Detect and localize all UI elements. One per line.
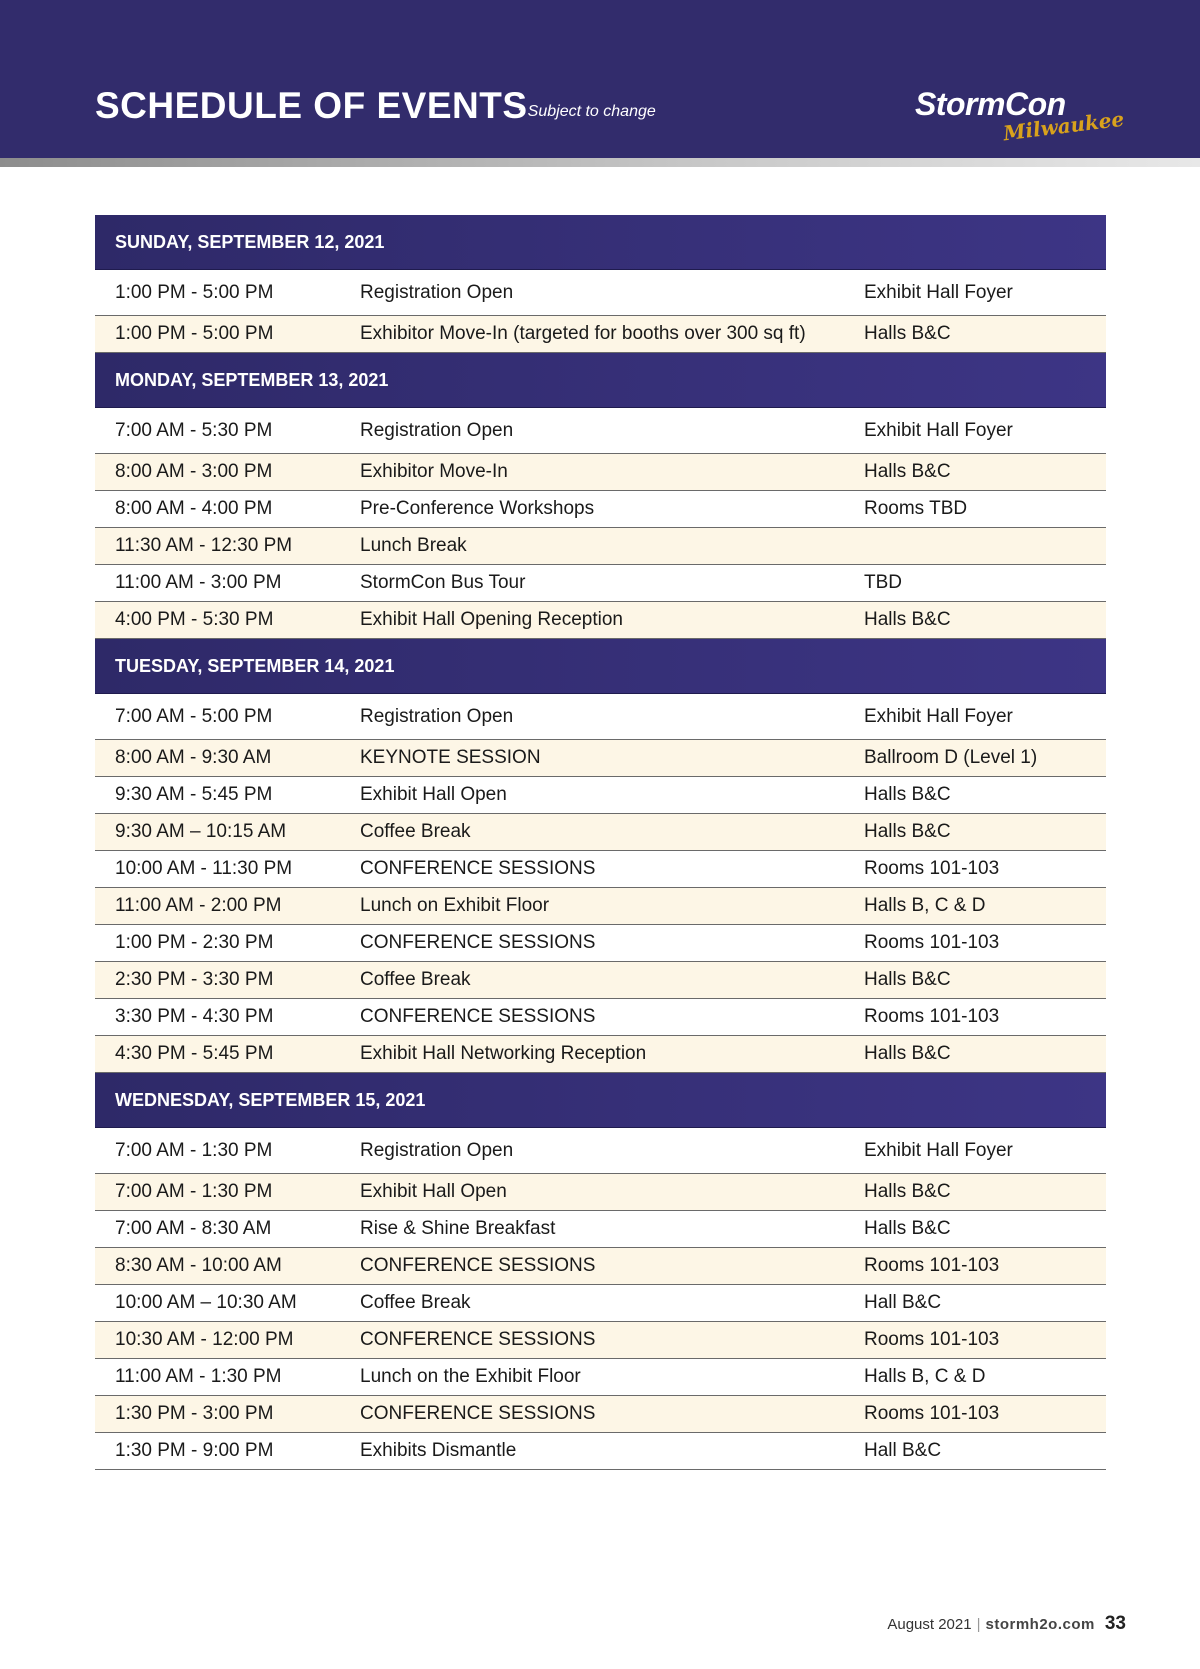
location-cell: Halls B&C <box>864 609 951 630</box>
event-cell: Lunch on the Exhibit Floor <box>360 1366 581 1387</box>
event-cell: Exhibit Hall Open <box>360 784 507 805</box>
schedule-row <box>95 851 1106 888</box>
location-cell: Exhibit Hall Foyer <box>864 706 1013 727</box>
time-cell: 3:30 PM - 4:30 PM <box>115 1006 274 1027</box>
schedule-row <box>95 925 1106 962</box>
location-cell: Exhibit Hall Foyer <box>864 1140 1013 1161</box>
event-cell: Rise & Shine Breakfast <box>360 1218 556 1239</box>
schedule-row <box>95 1433 1106 1470</box>
event-cell: Coffee Break <box>360 821 471 842</box>
schedule-row <box>95 270 1106 316</box>
location-cell: Halls B&C <box>864 1181 951 1202</box>
event-cell: Registration Open <box>360 282 514 303</box>
day-header: WEDNESDAY, SEPTEMBER 15, 2021 <box>95 1073 1106 1128</box>
event-cell: Registration Open <box>360 706 514 727</box>
schedule-row <box>95 888 1106 925</box>
time-cell: 8:00 AM - 4:00 PM <box>115 498 273 519</box>
location-cell: Ballroom D (Level 1) <box>864 747 1038 768</box>
schedule-table <box>95 215 1106 1470</box>
time-cell: 7:00 AM - 1:30 PM <box>115 1181 273 1202</box>
time-cell: 9:30 AM - 5:45 PM <box>115 784 273 805</box>
location-cell: Halls B&C <box>864 323 951 344</box>
schedule-row <box>95 1036 1106 1073</box>
event-cell: Registration Open <box>360 420 514 441</box>
schedule-row <box>95 999 1106 1036</box>
schedule-row <box>95 602 1106 639</box>
time-cell: 1:30 PM - 3:00 PM <box>115 1403 274 1424</box>
event-cell: CONFERENCE SESSIONS <box>360 932 596 953</box>
schedule-row <box>95 814 1106 851</box>
event-cell: Lunch Break <box>360 535 467 556</box>
location-cell: TBD <box>864 572 902 593</box>
day-header: TUESDAY, SEPTEMBER 14, 2021 <box>95 639 1106 694</box>
time-cell: 10:00 AM – 10:30 AM <box>115 1292 297 1313</box>
page-number: 33 <box>1104 1613 1126 1634</box>
location-cell: Halls B&C <box>864 784 951 805</box>
location-cell: Hall B&C <box>864 1440 942 1461</box>
time-cell: 1:00 PM - 2:30 PM <box>115 932 274 953</box>
event-cell: CONFERENCE SESSIONS <box>360 858 596 879</box>
location-cell: Rooms 101-103 <box>864 932 1000 953</box>
day-header: SUNDAY, SEPTEMBER 12, 2021 <box>95 215 1106 270</box>
schedule-row <box>95 316 1106 353</box>
event-cell: Exhibit Hall Open <box>360 1181 507 1202</box>
logo-city: Milwaukee <box>1001 106 1126 146</box>
stormcon-logo <box>915 86 1126 146</box>
location-cell: Halls B&C <box>864 1218 951 1239</box>
event-cell: Coffee Break <box>360 1292 471 1313</box>
page-title: SCHEDULE OF EVENTS <box>95 85 528 126</box>
time-cell: 7:00 AM - 1:30 PM <box>115 1140 273 1161</box>
event-cell: Exhibitor Move-In <box>360 461 508 482</box>
event-cell: Exhibitor Move-In (targeted for booths over 300 sq ft) <box>360 323 806 344</box>
time-cell: 11:00 AM - 3:00 PM <box>115 572 282 593</box>
subject-to-change-note: * Subject to change <box>517 103 656 120</box>
schedule-row <box>95 491 1106 528</box>
location-cell: Halls B&C <box>864 821 951 842</box>
schedule-row <box>95 962 1106 999</box>
schedule-row <box>95 1359 1106 1396</box>
event-cell: Exhibits Dismantle <box>360 1440 517 1461</box>
event-cell: Coffee Break <box>360 969 471 990</box>
schedule-row <box>95 777 1106 814</box>
page-footer <box>887 1612 1126 1637</box>
location-cell: Rooms 101-103 <box>864 858 1000 879</box>
event-cell: Registration Open <box>360 1140 514 1161</box>
time-cell: 10:30 AM - 12:00 PM <box>115 1329 294 1350</box>
header-divider <box>0 158 1200 167</box>
location-cell: Exhibit Hall Foyer <box>864 420 1013 441</box>
time-cell: 9:30 AM – 10:15 AM <box>115 821 287 842</box>
event-cell: CONFERENCE SESSIONS <box>360 1255 596 1276</box>
event-cell: CONFERENCE SESSIONS <box>360 1329 596 1350</box>
location-cell: Hall B&C <box>864 1292 942 1313</box>
schedule-row <box>95 1211 1106 1248</box>
time-cell: 8:30 AM - 10:00 AM <box>115 1255 282 1276</box>
time-cell: 4:00 PM - 5:30 PM <box>115 609 274 630</box>
location-cell: Halls B, C & D <box>864 895 986 916</box>
event-cell: Lunch on Exhibit Floor <box>360 895 550 916</box>
location-cell: Rooms 101-103 <box>864 1403 1000 1424</box>
location-cell: Halls B&C <box>864 1043 951 1064</box>
location-cell: Halls B&C <box>864 461 951 482</box>
time-cell: 10:00 AM - 11:30 PM <box>115 858 293 879</box>
schedule-row <box>95 1285 1106 1322</box>
schedule-row <box>95 408 1106 454</box>
time-cell: 11:00 AM - 2:00 PM <box>115 895 282 916</box>
time-cell: 4:30 PM - 5:45 PM <box>115 1043 274 1064</box>
issue-date: August 2021 <box>887 1616 972 1633</box>
time-cell: 7:00 AM - 5:00 PM <box>115 706 273 727</box>
schedule-row <box>95 1248 1106 1285</box>
schedule-row <box>95 454 1106 491</box>
time-cell: 2:30 PM - 3:30 PM <box>115 969 274 990</box>
schedule-row <box>95 528 1106 565</box>
event-cell: KEYNOTE SESSION <box>360 747 541 768</box>
time-cell: 11:00 AM - 1:30 PM <box>115 1366 282 1387</box>
location-cell: Rooms TBD <box>864 498 968 519</box>
time-cell: 8:00 AM - 9:30 AM <box>115 747 272 768</box>
schedule-row <box>95 694 1106 740</box>
schedule-row <box>95 740 1106 777</box>
schedule-row <box>95 1396 1106 1433</box>
location-cell: Rooms 101-103 <box>864 1006 1000 1027</box>
location-cell: Halls B, C & D <box>864 1366 986 1387</box>
logo-wordmark: StormCon <box>915 86 1066 122</box>
event-cell: CONFERENCE SESSIONS <box>360 1403 596 1424</box>
event-cell: CONFERENCE SESSIONS <box>360 1006 596 1027</box>
schedule-row <box>95 1322 1106 1359</box>
event-cell: Exhibit Hall Networking Reception <box>360 1043 647 1064</box>
schedule-row <box>95 1128 1106 1174</box>
time-cell: 1:00 PM - 5:00 PM <box>115 323 274 344</box>
time-cell: 1:00 PM - 5:00 PM <box>115 282 274 303</box>
location-cell: Rooms 101-103 <box>864 1255 1000 1276</box>
time-cell: 11:30 AM - 12:30 PM <box>115 535 293 556</box>
schedule-row <box>95 565 1106 602</box>
schedule-row <box>95 1174 1106 1211</box>
location-cell: Exhibit Hall Foyer <box>864 282 1013 303</box>
event-cell: Pre-Conference Workshops <box>360 498 595 519</box>
day-header: MONDAY, SEPTEMBER 13, 2021 <box>95 353 1106 408</box>
location-cell: Halls B&C <box>864 969 951 990</box>
page-header <box>0 0 1200 158</box>
event-cell: StormCon Bus Tour <box>360 572 526 593</box>
event-cell: Exhibit Hall Opening Reception <box>360 609 623 630</box>
footer-separator: | <box>976 1616 981 1633</box>
website-url: stormh2o.com <box>985 1616 1095 1633</box>
time-cell: 1:30 PM - 9:00 PM <box>115 1440 274 1461</box>
time-cell: 8:00 AM - 3:00 PM <box>115 461 273 482</box>
location-cell: Rooms 101-103 <box>864 1329 1000 1350</box>
time-cell: 7:00 AM - 5:30 PM <box>115 420 273 441</box>
time-cell: 7:00 AM - 8:30 AM <box>115 1218 272 1239</box>
